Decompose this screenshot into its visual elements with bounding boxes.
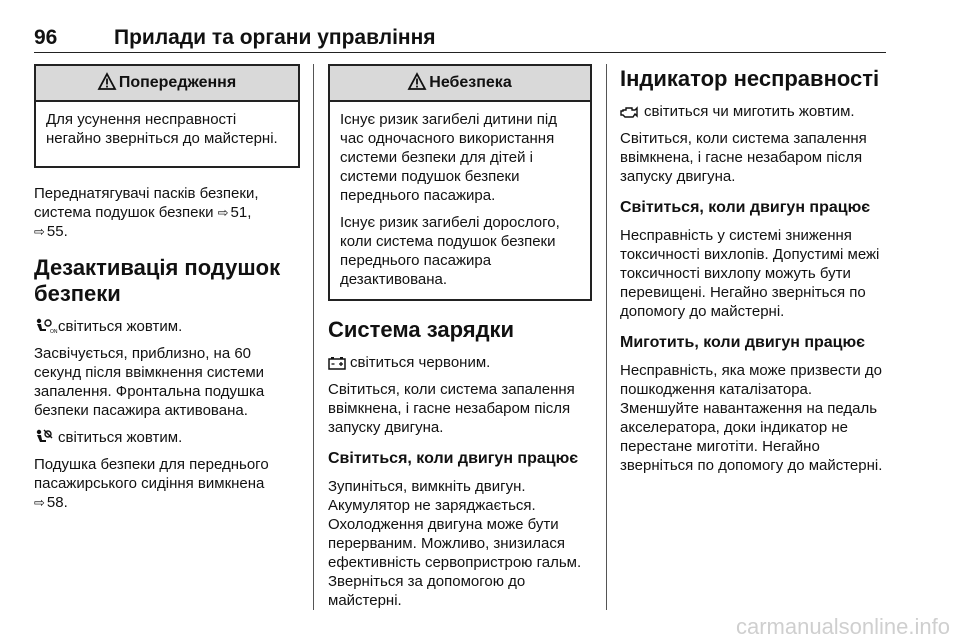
warning-triangle-icon	[98, 73, 116, 90]
warning-triangle-icon	[408, 73, 426, 90]
svg-text:ON: ON	[50, 329, 58, 335]
column-2	[328, 64, 592, 618]
danger-box-text-1: Існує ризик загибелі дитини під час одночасного використання системи безпеки для дітей і системи подушок безпеки переднього пасажира.	[340, 111, 557, 204]
reference-58[interactable]: ⇨ 58.	[34, 494, 68, 511]
page-header	[34, 24, 886, 53]
reference-55[interactable]: ⇨ 55.	[34, 223, 68, 240]
reference-51[interactable]: ⇨ 51,	[217, 204, 252, 221]
airbag-on-icon	[34, 318, 58, 335]
column-divider	[313, 64, 314, 610]
section-title-charging-system: Система зарядки	[328, 317, 515, 342]
reference-arrow-icon: ⇨	[217, 205, 229, 220]
engine-indicator-description: Світиться, коли система запалення ввімкнена, і гасне незабаром після запуску двигуна.	[620, 130, 867, 185]
airbag-off-description: Подушка безпеки для переднього пасажирського сидіння вимкнена ⇨ 58.	[34, 456, 269, 511]
reference-arrow-icon: ⇨	[34, 224, 45, 239]
battery-line: світиться червоним.	[328, 353, 592, 372]
intro-text: Переднатягувачі пасків безпеки, система подушок безпеки ⇨ 51, ⇨ 55.	[34, 185, 259, 240]
engine-flashing-description: Несправність, яка може призвести до пошкодження каталізатора. Зменшуйте навантаження на педаль акселератора, доки індикатор не перестане миготіти. Негайно зверніться по допомогу до майстерні.	[620, 362, 883, 474]
battery-description: Світиться, коли система запалення ввімкнена, і гасне незабаром після запуску двигуна.	[328, 381, 575, 436]
subheading-flashing-engine-running: Миготить, коли двигун працює	[620, 334, 866, 351]
subheading-lit-engine-running: Світиться, коли двигун працює	[328, 450, 579, 467]
column-3	[620, 64, 888, 483]
airbag-on-line: ON світиться жовтим.	[34, 317, 300, 336]
battery-engine-running-description: Зупиніться, вимкніть двигун. Акумулятор не заряджається. Охолодження двигуна може бути перерваним. Можливо, знизилася ефективність сервопристрою гальм. Зверніться за допомогою до майстерні.	[328, 478, 582, 609]
section-title-airbag-deactivation: Дезактивація подушок безпеки	[34, 255, 281, 306]
airbag-off-icon	[34, 429, 54, 445]
reference-arrow-icon: ⇨	[34, 495, 45, 510]
engine-icon	[620, 105, 640, 119]
danger-box-header	[330, 66, 590, 102]
engine-lit-description: Несправність у системі зниження токсичності вихлопів. Допустимі межі токсичності вихлопу можуть бути перевищені. Негайно зверніться по допомогу до майстерні.	[620, 227, 880, 320]
warning-box-header	[36, 66, 298, 102]
battery-icon	[328, 356, 346, 370]
section-title-malfunction-indicator: Індикатор несправності	[620, 66, 880, 91]
watermark: carmanualsonline.info	[735, 614, 950, 639]
chapter-title: Прилади та органи управління	[114, 26, 436, 49]
warning-box-text: Для усунення несправності негайно зверніться до майстерні.	[46, 111, 278, 147]
column-1	[34, 64, 300, 520]
danger-box-title: Небезпека	[429, 74, 512, 91]
subheading-lit-engine-running: Світиться, коли двигун працює	[620, 199, 871, 216]
danger-box-text-2: Існує ризик загибелі дорослого, коли система подушок безпеки переднього пасажира дезактивована.	[340, 214, 560, 288]
airbag-on-description: Засвічується, приблизно, на 60 секунд після ввімкнення системи запалення. Фронтальна подушка безпеки пасажира активована.	[34, 345, 265, 419]
engine-indicator-line: світиться чи миготить жовтим.	[620, 102, 888, 121]
column-divider	[606, 64, 607, 610]
airbag-off-line: світиться жовтим.	[34, 428, 300, 447]
page-number: 96	[34, 26, 58, 49]
danger-box	[328, 64, 592, 301]
warning-box	[34, 64, 300, 168]
warning-box-title: Попередження	[118, 74, 237, 91]
